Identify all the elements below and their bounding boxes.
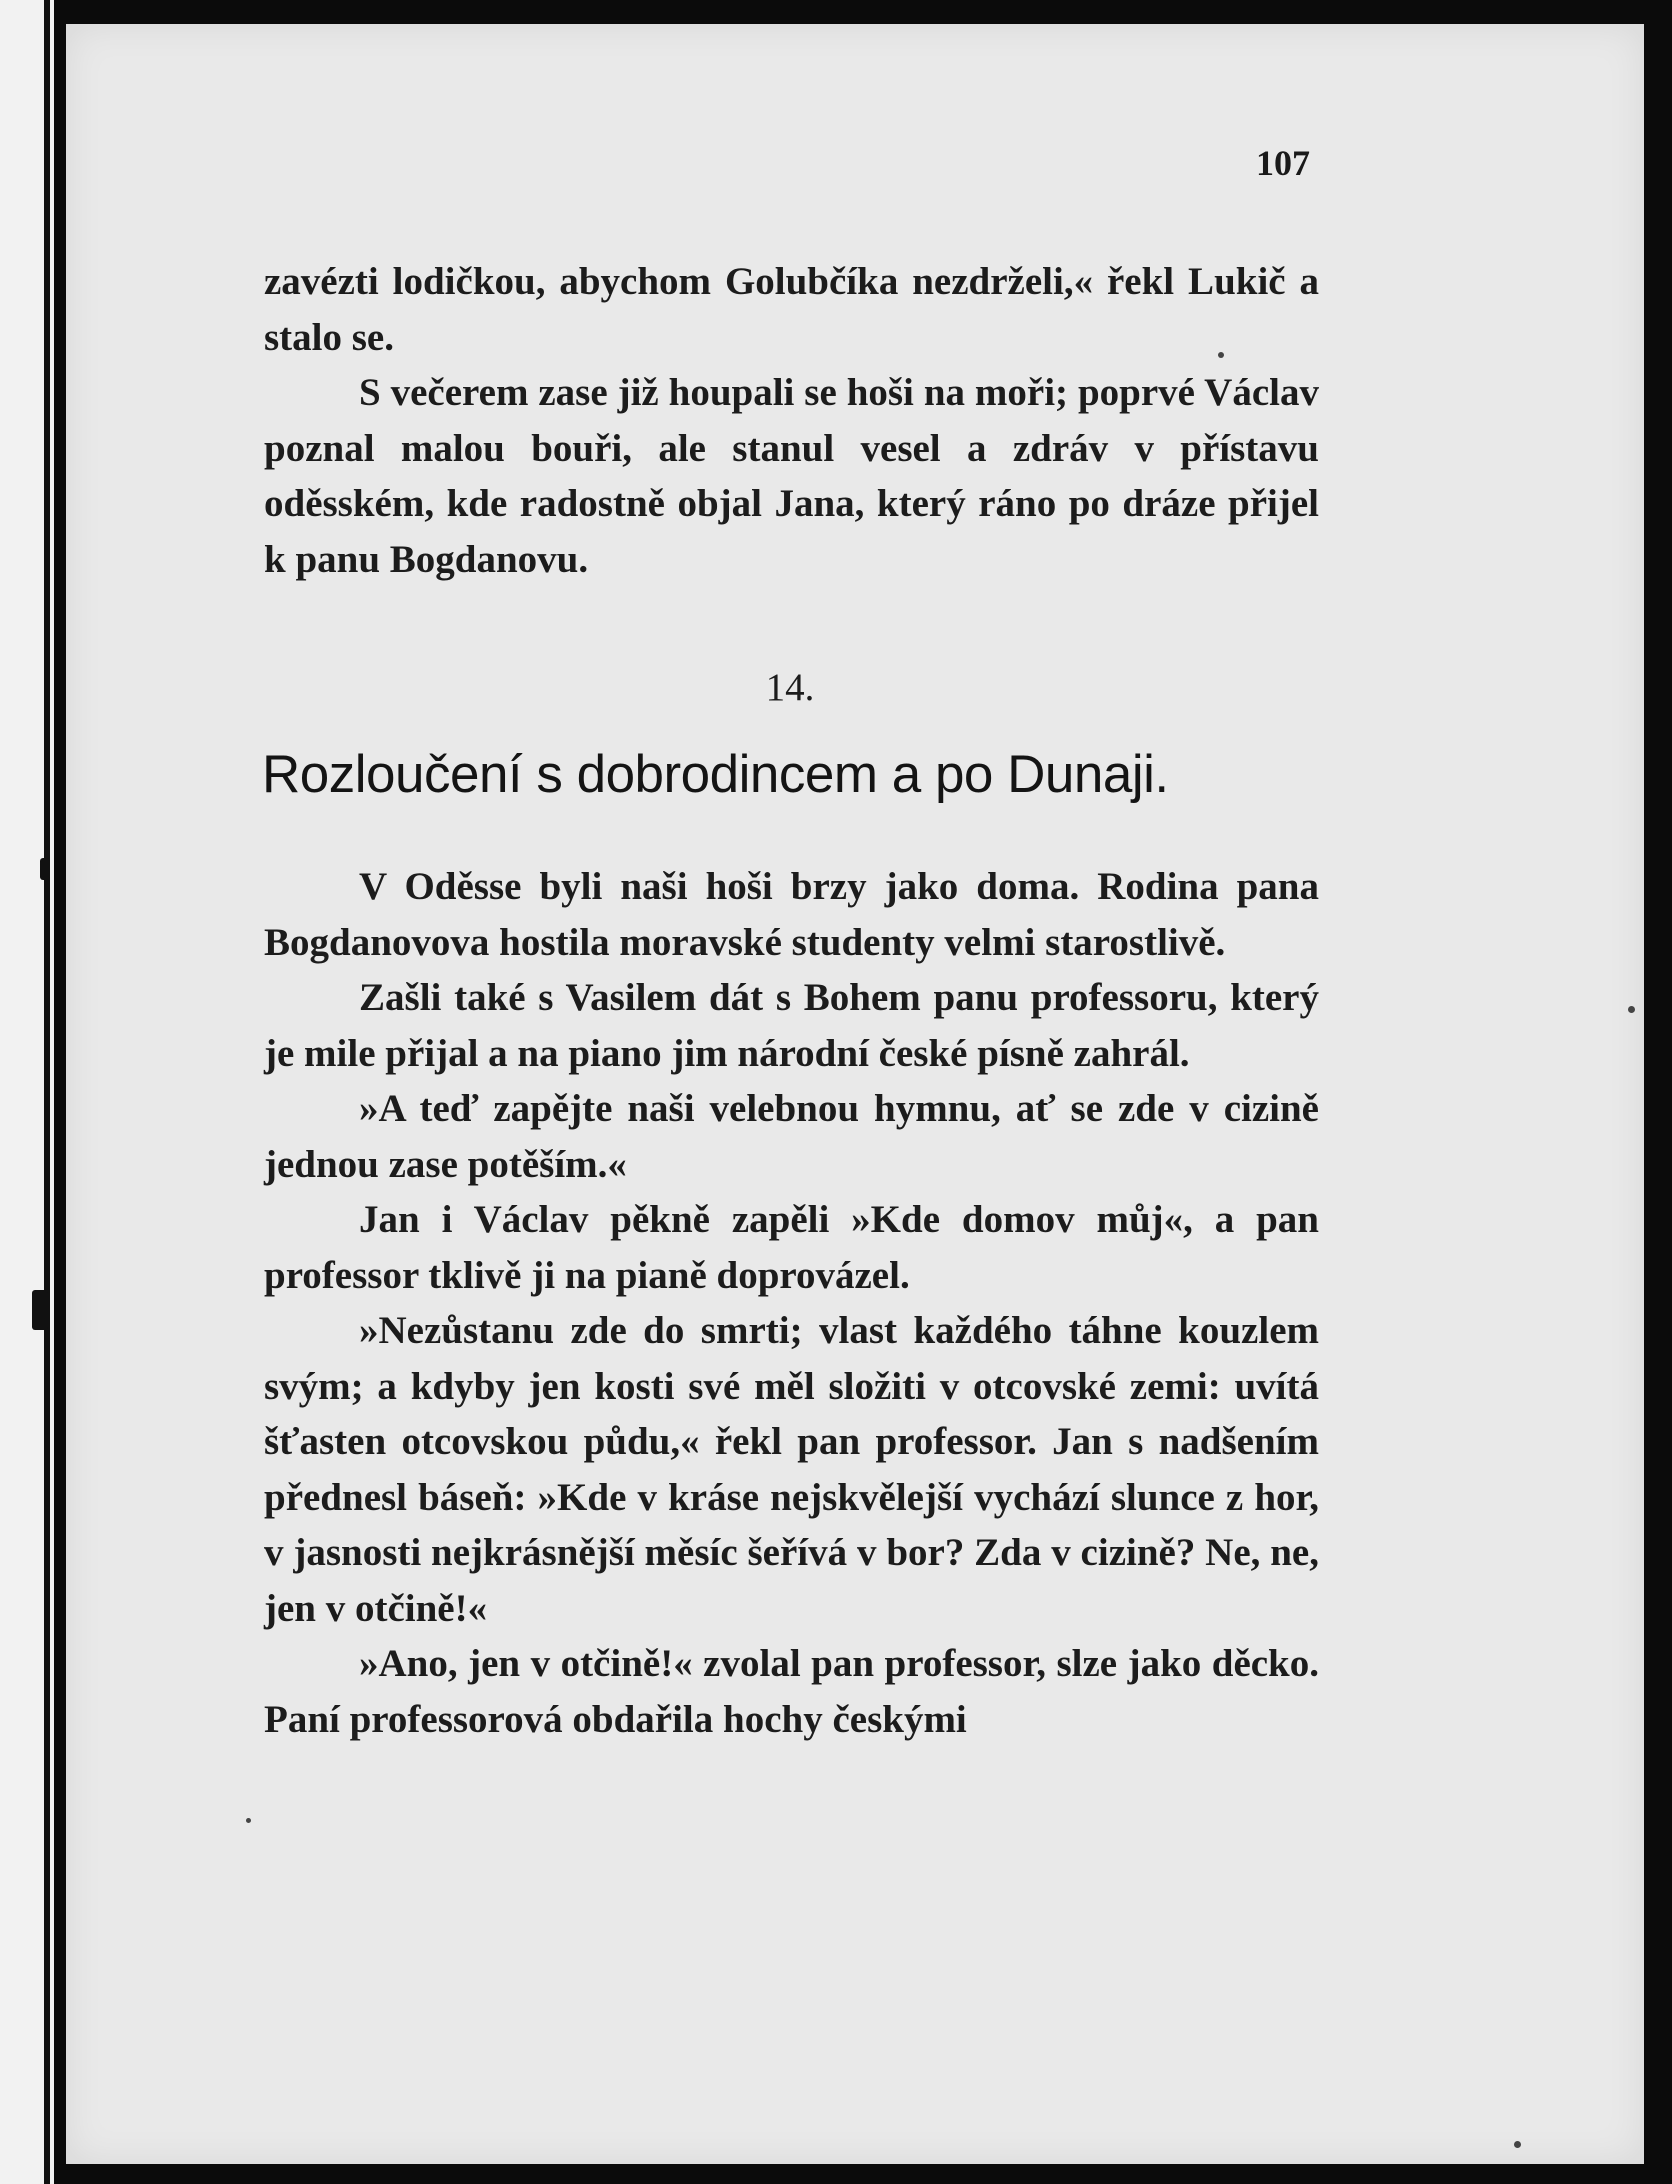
paragraph: S večerem zase již houpali se hoši na moři; poprvé Václav poznal malou bouři, ale stanul vesel a zdráv v přístavu oděsském, kde radostně objal Jana, který ráno po dráze přijel k panu Bogdanovu.: [264, 371, 1319, 581]
spine-edge: [44, 0, 50, 2184]
paragraph: Zašli také s Vasilem dát s Bohem panu professoru, který je mile přijal a na piano jim národní české písně zahrál.: [264, 976, 1319, 1075]
binding-mark: [32, 1290, 48, 1330]
paper-speck: [1514, 2141, 1521, 2148]
paper-speck: [1628, 1006, 1635, 1013]
binding-mark: [40, 858, 50, 880]
paragraph: V Oděsse byli naši hoši brzy jako doma. Rodina pana Bogdanovova hostila moravské studenty velmi starostlivě.: [264, 865, 1319, 964]
paragraph: zavézti lodičkou, abychom Golubčíka nezdrželi,« řekl Lukič a stalo se.: [264, 260, 1319, 359]
page-number: 107: [1256, 143, 1310, 183]
paper-speck: [1218, 352, 1224, 358]
paper-speck: [246, 1818, 251, 1823]
section-number: 14.: [765, 666, 815, 709]
paragraph: Jan i Václav pěkně zapěli »Kde domov můj«, a pan professor tklivě ji na pianě doprovázel.: [264, 1198, 1319, 1297]
paragraph: »Nezůstanu zde do smrti; vlast každého táhne kouzlem svým; a kdyby jen kosti své měl složiti v otcovské zemi: uvítá šťasten otcovskou půdu,« řekl pan professor. Jan s nadšením přednesl báseň: »Kde v kráse nejskvělejší vychází slunce z hor, v jasnosti nejkrásnější měsíc šeřívá v bor? Zda v cizině? Ne, ne, jen v otčině!«: [264, 1309, 1319, 1630]
section-title: Rozloučení s dobrodincem a po Dunaji.: [262, 745, 1169, 804]
text-block-top: [264, 254, 1319, 587]
paragraph: »A teď zapějte naši velebnou hymnu, ať se zde v cizině jednou zase potěším.«: [264, 1087, 1319, 1186]
text-block-bottom: [264, 859, 1319, 1747]
paragraph: »Ano, jen v otčině!« zvolal pan professor, slze jako děcko. Paní professorová obdařila hochy českými: [264, 1642, 1319, 1741]
